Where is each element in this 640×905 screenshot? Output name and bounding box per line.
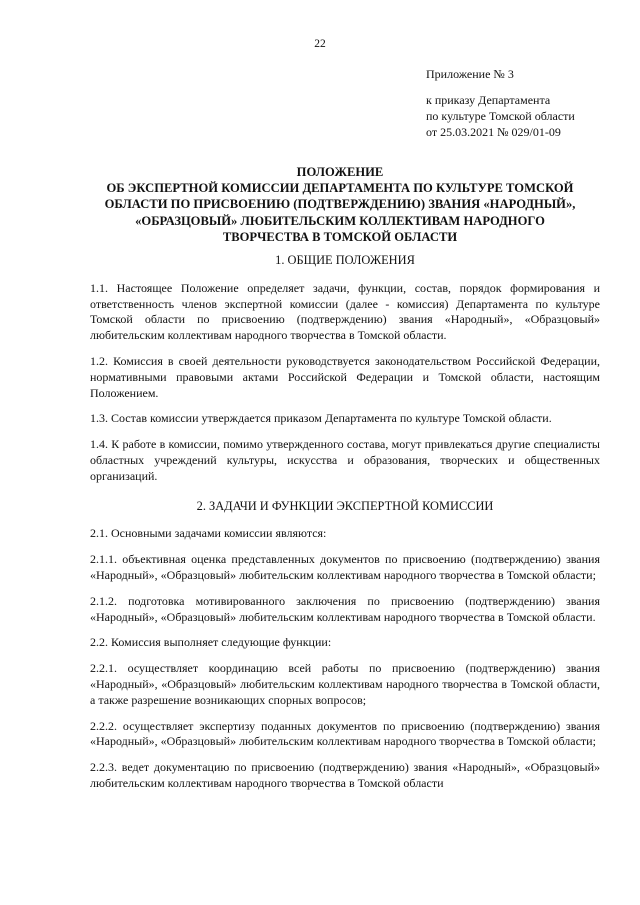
appendix-order-line-2: по культуре Томской области — [426, 109, 575, 123]
title-line-3: ОБЛАСТИ ПО ПРИСВОЕНИЮ (ПОДТВЕРЖДЕНИЮ) ЗВАНИЯ «НАРОДНЫЙ», — [104, 197, 576, 212]
document-title — [80, 164, 600, 245]
paragraph-2-1-1: 2.1.1. объективная оценка представленных документов по присвоению (подтверждению) звания «Народный», «Образцовый» любительским коллективам народного творчества в Томской области; — [90, 552, 600, 582]
section-1-heading: 1. ОБЩИЕ ПОЛОЖЕНИЯ — [275, 253, 415, 267]
paragraph-1-4: 1.4. К работе в комиссии, помимо утвержденного состава, могут привлекаться другие специалисты областных учреждений культуры, искусства и образования, творческих и общественных организаций. — [90, 437, 600, 483]
paragraph-1-1: 1.1. Настоящее Положение определяет задачи, функции, состав, порядок формирования и ответственность членов экспертной комиссии (далее - комиссия) Департамента по культуре Томской области по присвоению (подтверждению) звания «Народный», «Образцовый» любительским коллективам народного творчества в Томской области. — [90, 280, 600, 343]
document-body — [90, 253, 600, 802]
paragraph-2-2-3: 2.2.3. ведет документацию по присвоению (подтверждению) звания «Народный», «Образцовый» любительским коллективам народного творчества в Томской области — [90, 760, 600, 790]
paragraph-1-2: 1.2. Комиссия в своей деятельности руководствуется законодательством Российской Федерации, нормативными правовыми актами Российской Федерации и Томской области, настоящим Положением. — [90, 353, 600, 400]
title-line-2: ОБ ЭКСПЕРТНОЙ КОМИССИИ ДЕПАРТАМЕНТА ПО КУЛЬТУРЕ ТОМСКОЙ — [106, 181, 574, 196]
title-line-4: «ОБРАЗЦОВЫЙ» ЛЮБИТЕЛЬСКИМ КОЛЛЕКТИВАМ НАРОДНОГО — [135, 213, 545, 228]
paragraph-2-2: 2.2. Комиссия выполняет следующие функции: — [90, 635, 332, 650]
section-2-heading: 2. ЗАДАЧИ И ФУНКЦИИ ЭКСПЕРТНОЙ КОМИССИИ — [196, 498, 494, 513]
paragraph-2-1-2: 2.1.2. подготовка мотивированного заключения по присвоению (подтверждению) звания «Народный», «Образцовый» любительским коллективам народного творчества в Томской области. — [90, 593, 600, 624]
paragraph-2-1: 2.1. Основными задачами комиссии являются: — [90, 526, 327, 541]
paragraph-1-3: 1.3. Состав комиссии утверждается приказом Департамента по культуре Томской области. — [90, 411, 552, 426]
paragraph-2-2-1: 2.2.1. осуществляет координацию всей работы по присвоению (подтверждению) звания «Народный», «Образцовый» любительским коллективам народного творчества в Томской области, а также разрешение возникающих спорных вопросов; — [90, 661, 600, 707]
appendix-label: Приложение № 3 — [426, 67, 514, 81]
title-line-1: ПОЛОЖЕНИЕ — [296, 165, 384, 179]
title-line-5: ТВОРЧЕСТВА В ТОМСКОЙ ОБЛАСТИ — [222, 229, 458, 244]
paragraph-2-2-2: 2.2.2. осуществляет экспертизу поданных документов по присвоению (подтверждению) звания «Народный», «Образцовый» любительским коллективам народного творчества в Томской области; — [90, 718, 600, 749]
appendix-order-line-1: к приказу Департамента — [426, 93, 551, 107]
appendix-order-line-3: от 25.03.2021 № 029/01-09 — [426, 125, 561, 139]
page-number: 22 — [314, 38, 326, 50]
appendix-block — [426, 66, 575, 140]
